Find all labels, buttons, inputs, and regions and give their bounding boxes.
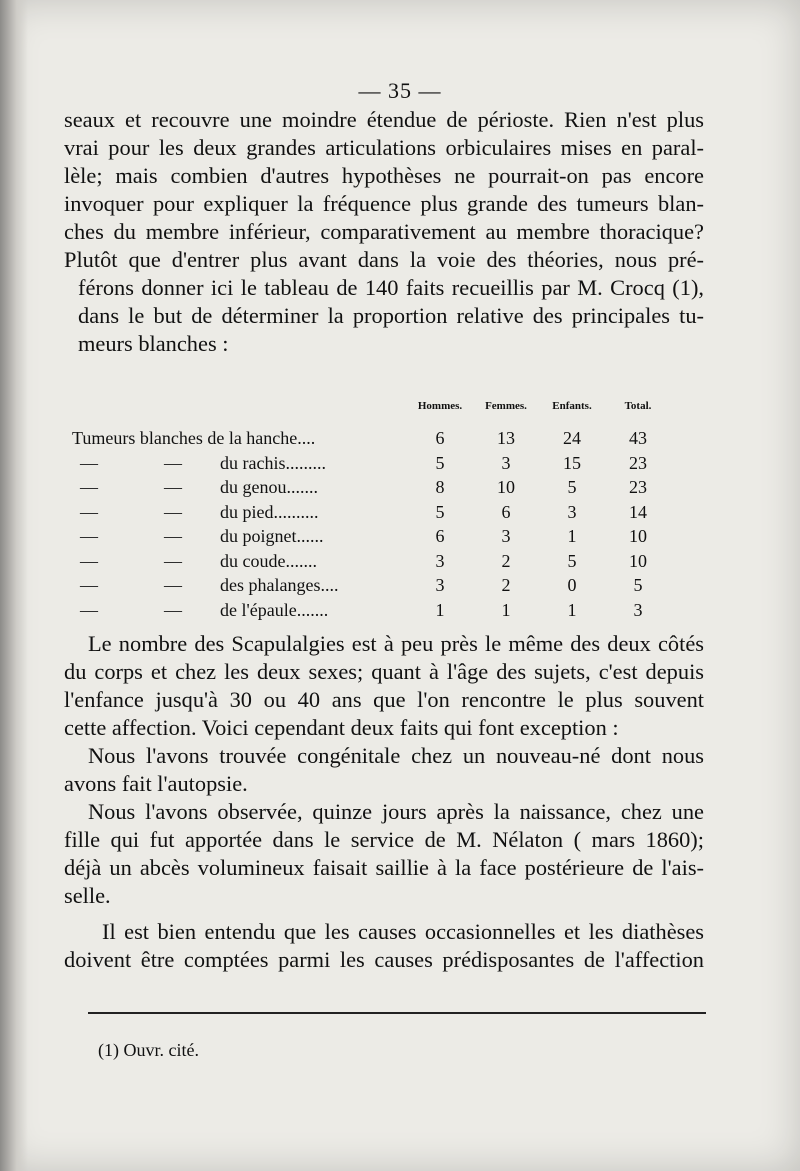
- column-header-men: Hommes.: [417, 400, 463, 412]
- row-label: des phalanges....: [220, 575, 339, 596]
- cell-men: 3: [435, 550, 445, 571]
- cell-men: 5: [435, 452, 445, 473]
- text-line: selle.: [64, 883, 111, 908]
- row-label: du poignet......: [220, 526, 324, 547]
- cell-men: 1: [435, 599, 445, 620]
- row-label: du genou.......: [220, 477, 318, 498]
- cell-women: 10: [497, 477, 515, 498]
- text-line: déjà un abcès volumineux faisait saillie à la face postérieure de l'ais-: [64, 855, 704, 880]
- table-row: [72, 451, 671, 476]
- cell-total: 10: [629, 526, 647, 547]
- cell-children: 5: [567, 550, 577, 571]
- row-label: de l'épaule.......: [220, 599, 329, 620]
- cell-total: 5: [633, 575, 643, 596]
- cell-children: 5: [567, 477, 577, 498]
- text-line: lèle; mais combien d'autres hypothèses ne pourrait-on pas encore: [64, 163, 704, 188]
- statistics-table: [72, 392, 671, 622]
- row-label: du rachis.........: [220, 452, 326, 473]
- paragraph-1: [64, 106, 704, 246]
- table-row: [72, 549, 671, 574]
- footnote-divider: [88, 1012, 706, 1014]
- cell-children: 1: [567, 526, 577, 547]
- table-header-row: [72, 392, 671, 426]
- table-row: [72, 524, 671, 549]
- table-row: [72, 426, 671, 451]
- text-line: seaux et recouvre une moindre étendue de périoste. Rien n'est plus: [64, 107, 704, 132]
- ditto-mark: —: [164, 550, 182, 571]
- table-row: [72, 475, 671, 500]
- text-line: Il est bien entendu que les causes occasionnelles et les diathèses: [102, 919, 704, 944]
- paragraph-6: [64, 918, 704, 974]
- ditto-mark: —: [164, 575, 182, 596]
- text-line: Nous l'avons observée, quinze jours après la naissance, chez une: [88, 799, 704, 824]
- cell-children: 15: [563, 452, 581, 473]
- footnote: (1) Ouvr. cité.: [98, 1040, 199, 1060]
- cell-total: 10: [629, 550, 647, 571]
- cell-total: 14: [629, 501, 647, 522]
- cell-women: 6: [501, 501, 511, 522]
- table-row: [72, 598, 671, 623]
- ditto-mark: —: [80, 477, 98, 498]
- ditto-mark: —: [164, 599, 182, 620]
- row-label: du pied..........: [220, 501, 319, 522]
- text-line: doivent être comptées parmi les causes prédisposantes de l'affection: [64, 947, 704, 972]
- cell-women: 1: [501, 599, 511, 620]
- text-line: meurs blanches :: [78, 331, 229, 356]
- paragraph-5: [64, 798, 704, 910]
- table-row: [72, 500, 671, 525]
- text-line: fille qui fut apportée dans le service de M. Nélaton ( mars 1860);: [64, 827, 704, 852]
- cell-total: 3: [633, 599, 643, 620]
- text-line: férons donner ici le tableau de 140 faits recueillis par M. Crocq (1),: [78, 275, 704, 300]
- cell-women: 3: [501, 452, 511, 473]
- text-line: cette affection. Voici cependant deux faits qui font exception :: [64, 715, 619, 740]
- text-line: l'enfance jusqu'à 30 ou 40 ans que l'on rencontre le plus souvent: [64, 687, 704, 712]
- ditto-mark: —: [80, 501, 98, 522]
- cell-women: 13: [497, 428, 515, 449]
- row-label: Tumeurs blanches de la hanche....: [72, 428, 316, 449]
- text-line: ches du membre inférieur, comparativement au membre thoracique?: [64, 219, 704, 244]
- body-text: [64, 106, 704, 974]
- column-header-women: Femmes.: [485, 400, 527, 412]
- cell-children: 1: [567, 599, 577, 620]
- cell-men: 3: [435, 575, 445, 596]
- cell-women: 2: [501, 575, 511, 596]
- text-line: Le nombre des Scapulalgies est à peu près le même des deux côtés: [88, 631, 704, 656]
- text-line: vrai pour les deux grandes articulations orbiculaires mises en paral-: [64, 135, 704, 160]
- cell-children: 3: [567, 501, 577, 522]
- cell-women: 2: [501, 550, 511, 571]
- cell-children: 24: [563, 428, 581, 449]
- cell-women: 3: [501, 526, 511, 547]
- table-row: [72, 573, 671, 598]
- ditto-mark: —: [164, 526, 182, 547]
- text-line: Nous l'avons trouvée congénitale chez un nouveau-né dont nous: [88, 743, 704, 768]
- cell-men: 6: [435, 526, 445, 547]
- row-label: du coude.......: [220, 550, 317, 571]
- page-edge-shadow: [0, 0, 28, 1171]
- text-line: avons fait l'autopsie.: [64, 771, 248, 796]
- text-line: du corps et chez les deux sexes; quant à l'âge des sujets, c'est depuis: [64, 659, 704, 684]
- text-line: Plutôt que d'entrer plus avant dans la voie des théories, nous pré-: [64, 247, 704, 272]
- paragraph-3: [64, 630, 704, 742]
- ditto-mark: —: [164, 501, 182, 522]
- cell-total: 23: [629, 477, 647, 498]
- text-line: dans le but de déterminer la proportion relative des principales tu-: [78, 303, 704, 328]
- column-header-total: Total.: [624, 400, 652, 412]
- column-header-children: Enfants.: [552, 400, 592, 412]
- paragraph-4: [64, 742, 704, 798]
- ditto-mark: —: [80, 575, 98, 596]
- cell-men: 5: [435, 501, 445, 522]
- ditto-mark: —: [80, 550, 98, 571]
- cell-men: 8: [435, 477, 445, 498]
- cell-total: 43: [629, 428, 647, 449]
- cell-children: 0: [567, 575, 577, 596]
- text-line: invoquer pour expliquer la fréquence plus grande des tumeurs blan-: [64, 191, 704, 216]
- paragraph-2: [64, 246, 704, 358]
- ditto-mark: —: [80, 526, 98, 547]
- ditto-mark: —: [80, 452, 98, 473]
- cell-total: 23: [629, 452, 647, 473]
- ditto-mark: —: [80, 599, 98, 620]
- cell-men: 6: [435, 428, 445, 449]
- ditto-mark: —: [164, 452, 182, 473]
- page-number: — 35 —: [358, 78, 442, 103]
- ditto-mark: —: [164, 477, 182, 498]
